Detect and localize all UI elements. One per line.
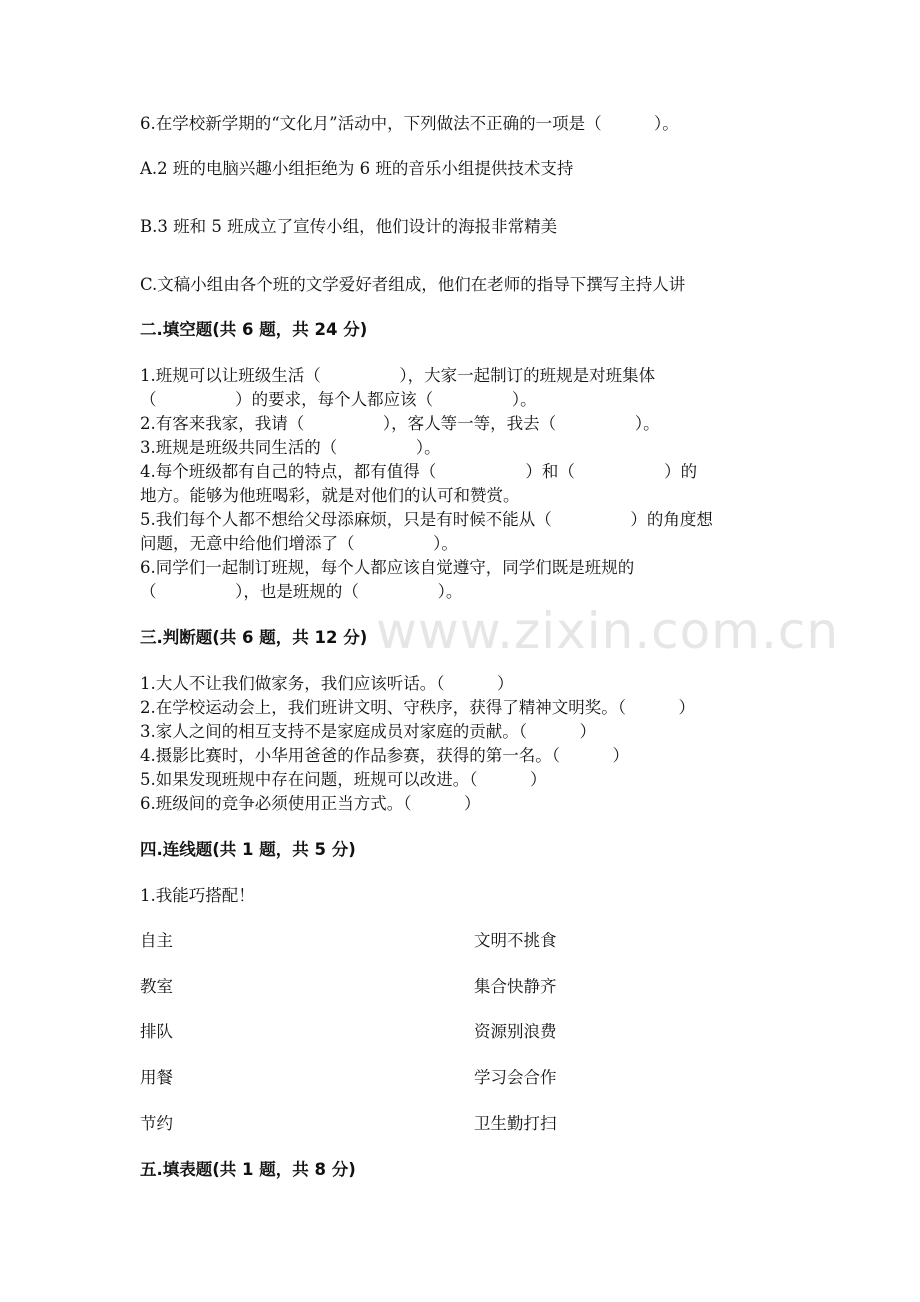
section-4-heading: 四.连线题(共 1 题，共 5 分) (140, 840, 356, 859)
option-a: A.2 班的电脑兴趣小组拒绝为 6 班的音乐小组提供技术支持 (140, 159, 574, 178)
fill-line: 6.同学们一起制订班规，每个人都应该自觉遵守，同学们既是班规的 (140, 558, 635, 577)
watermark: www.zixin.com.cn (376, 602, 840, 660)
match-right-item: 卫生勤打扫 (474, 1114, 557, 1133)
section-3-heading: 三.判断题(共 6 题，共 12 分) (140, 628, 368, 647)
match-left-item: 用餐 (140, 1068, 173, 1087)
judge-line: 4.摄影比赛时，小华用爸爸的作品参赛，获得的第一名。（ ） (140, 746, 629, 765)
fill-line: 3.班规是班级共同生活的（ ）。 (140, 438, 441, 457)
match-right-item: 学习会合作 (474, 1068, 557, 1087)
judge-line: 5.如果发现班规中存在问题，班规可以改进。（ ） (140, 770, 547, 789)
judge-line: 2.在学校运动会上，我们班讲文明、守秩序，获得了精神文明奖。（ ） (140, 698, 695, 717)
option-b: B.3 班和 5 班成立了宣传小组，他们设计的海报非常精美 (140, 217, 558, 236)
match-right-item: 文明不挑食 (474, 931, 557, 950)
section-5-heading: 五.填表题(共 1 题，共 8 分) (140, 1160, 356, 1179)
matching-prompt: 1.我能巧搭配！ (140, 886, 255, 905)
judge-line: 3.家人之间的相互支持不是家庭成员对家庭的贡献。（ ） (140, 722, 596, 741)
section-2-heading: 二.填空题(共 6 题，共 24 分) (140, 320, 368, 339)
match-left-item: 节约 (140, 1114, 173, 1133)
fill-line: 5.我们每个人都不想给父母添麻烦，只是有时候不能从（ ）的角度想 (140, 510, 713, 529)
fill-line: 2.有客来我家，我请（ ），客人等一等，我去（ ）。 (140, 414, 660, 433)
match-right-item: 集合快静齐 (474, 977, 557, 996)
match-right-item: 资源别浪费 (474, 1022, 557, 1041)
match-left-item: 排队 (140, 1022, 173, 1041)
fill-line: 问题，无意中给他们增添了（ ）。 (140, 534, 458, 553)
fill-line: 地方。能够为他班喝彩，就是对他们的认可和赞赏。 (140, 486, 520, 505)
fill-line: （ ），也是班规的（ ）。 (140, 582, 463, 601)
match-left-item: 自主 (140, 931, 173, 950)
judge-line: 1.大人不让我们做家务，我们应该听话。（ ） (140, 674, 514, 693)
question-6-stem: 6.在学校新学期的“文化月”活动中，下列做法不正确的一项是（ ）。 (140, 114, 679, 133)
fill-line: （ ）的要求，每个人都应该（ ）。 (140, 390, 537, 409)
fill-line: 4.每个班级都有自己的特点，都有值得（ ）和（ ）的 (140, 462, 698, 481)
fill-line: 1.班规可以让班级生活（ ），大家一起制订的班规是对班集体 (140, 366, 656, 385)
match-left-item: 教室 (140, 977, 173, 996)
judge-line: 6.班级间的竞争必须使用正当方式。（ ） (140, 794, 481, 813)
option-c: C.文稿小组由各个班的文学爱好者组成，他们在老师的指导下撰写主持人讲 (140, 275, 686, 294)
